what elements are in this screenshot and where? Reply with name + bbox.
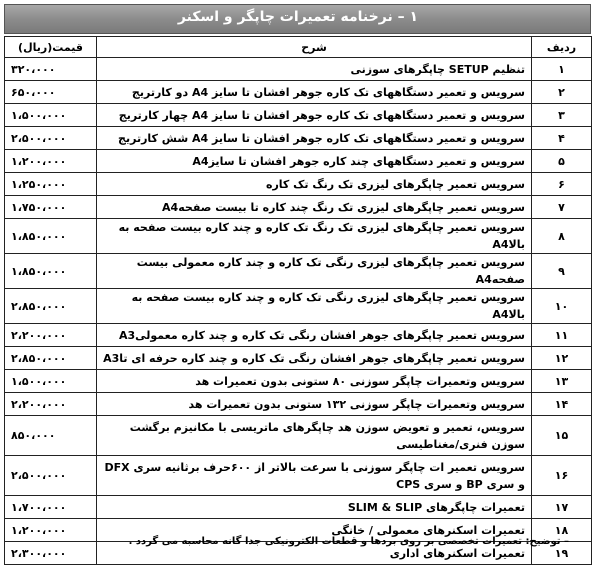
column-header-description: شرح [97, 37, 532, 58]
price-cell: ۲،۵۰۰،۰۰۰ [5, 127, 97, 150]
price-cell: ۲،۳۰۰،۰۰۰ [5, 542, 97, 565]
description-cell: سرویس و تعمیر دستگاههای تک کاره جوهر افشان تا سایز A4 دو کارتریج [97, 81, 532, 104]
description-cell: سرویس وتعمیرات چاپگر سوزنی ۱۳۲ ستونی بدون تعمیرات هد [97, 393, 532, 416]
table-row [5, 173, 592, 196]
row-number-cell: ۱۰ [532, 289, 592, 324]
table-row [5, 58, 592, 81]
table-row [5, 289, 592, 324]
row-number-cell: ۷ [532, 196, 592, 219]
row-number-cell: ۴ [532, 127, 592, 150]
row-number-cell: ۸ [532, 219, 592, 254]
title-banner [4, 4, 591, 34]
description-cell: سرویس تعمیر چاپگرهای لیزری تک رنگ چند کاره تا بیست صفحهA4 [97, 196, 532, 219]
table-row [5, 196, 592, 219]
price-cell: ۱،۲۰۰،۰۰۰ [5, 519, 97, 542]
price-cell: ۱،۷۰۰،۰۰۰ [5, 496, 97, 519]
table-row [5, 416, 592, 456]
description-cell: تعمیرات چاپگرهای SLIM & SLIP [97, 496, 532, 519]
price-cell: ۱،۸۵۰،۰۰۰ [5, 219, 97, 254]
price-cell: ۲،۲۰۰،۰۰۰ [5, 393, 97, 416]
description-cell: سرویس تعمیر چاپگرهای لیزری تک رنگ تک کاره و چند کاره بیست صفحه به بالاA4 [97, 219, 532, 254]
row-number-cell: ۶ [532, 173, 592, 196]
column-header-row-number: ردیف [532, 37, 592, 58]
price-cell: ۱،۷۵۰،۰۰۰ [5, 196, 97, 219]
description-cell: سرویس تعمیر چاپگرهای جوهر افشان رنگی تک کاره و چند کاره حرفه ای تاA3 [97, 347, 532, 370]
description-cell: تنظیم SETUP چاپگرهای سوزنی [97, 58, 532, 81]
description-cell: سرویس تعمیر چاپگرهای لیزری رنگی تک کاره و چند کاره معمولی بیست صفحهA4 [97, 254, 532, 289]
row-number-cell: ۱۳ [532, 370, 592, 393]
table-row [5, 347, 592, 370]
description-cell: سرویس و تعمیر دستگاههای چند کاره جوهر افشان تا سایزA4 [97, 150, 532, 173]
description-cell: تعمیرات اسکنرهای اداری [97, 542, 532, 565]
row-number-cell: ۵ [532, 150, 592, 173]
description-cell: سرویس تعمیر چاپگرهای لیزری تک رنگ تک کاره [97, 173, 532, 196]
row-number-cell: ۱۷ [532, 496, 592, 519]
table-row [5, 456, 592, 496]
price-cell: ۲،۸۵۰،۰۰۰ [5, 347, 97, 370]
price-cell: ۸۵۰،۰۰۰ [5, 416, 97, 456]
description-cell: سرویس تعمیر چاپگرهای لیزری رنگی تک کاره و چند کاره بیست صفحه به بالاA4 [97, 289, 532, 324]
page-title: ۱ – نرخنامه تعمیرات چاپگر و اسکنر [177, 9, 418, 25]
table-row [5, 254, 592, 289]
price-cell: ۱،۲۰۰،۰۰۰ [5, 150, 97, 173]
price-cell: ۲،۵۰۰،۰۰۰ [5, 456, 97, 496]
row-number-cell: ۳ [532, 104, 592, 127]
row-number-cell: ۹ [532, 254, 592, 289]
row-number-cell: ۱۵ [532, 416, 592, 456]
table-row [5, 127, 592, 150]
description-cell: تعمیرات اسکنرهای معمولی / خانگی [97, 519, 532, 542]
table-row [5, 150, 592, 173]
row-number-cell: ۱۹ [532, 542, 592, 565]
row-number-cell: ۱۴ [532, 393, 592, 416]
price-cell: ۱،۵۰۰،۰۰۰ [5, 370, 97, 393]
description-cell: سرویس تعمیر ات چاپگر سوزنی با سرعت بالاتر از ۶۰۰حرف برثانیه سری DFX و سری BP و سری CPS [97, 456, 532, 496]
price-cell: ۱،۵۰۰،۰۰۰ [5, 104, 97, 127]
table-row [5, 393, 592, 416]
row-number-cell: ۱۲ [532, 347, 592, 370]
row-number-cell: ۱۸ [532, 519, 592, 542]
table-row [5, 219, 592, 254]
column-header-price: قیمت(ریال) [5, 37, 97, 58]
description-cell: سرویس، تعمیر و تعویض سوزن هد چاپگرهای ماتریسی با مکانیزم برگشت سوزن فنری/مغناطیسی [97, 416, 532, 456]
price-cell: ۲،۲۰۰،۰۰۰ [5, 324, 97, 347]
footnote: – توضیح: تعمیرات تخصصی بر روی بردها و قطعات الکترونیکی جدا گانه محاسبه می گردد . [128, 536, 569, 547]
row-number-cell: ۱ [532, 58, 592, 81]
table-header-row [5, 37, 592, 58]
price-cell: ۲،۸۵۰،۰۰۰ [5, 289, 97, 324]
description-cell: سرویس وتعمیرات چاپگر سوزنی ۸۰ ستونی بدون تعمیرات هد [97, 370, 532, 393]
table-row [5, 496, 592, 519]
table-row [5, 370, 592, 393]
table-row [5, 81, 592, 104]
row-number-cell: ۱۶ [532, 456, 592, 496]
price-table [4, 36, 592, 565]
price-cell: ۱،۲۵۰،۰۰۰ [5, 173, 97, 196]
price-cell: ۶۵۰،۰۰۰ [5, 81, 97, 104]
description-cell: سرویس و تعمیر دستگاههای تک کاره جوهر افشان تا سایز A4 شش کارتریج [97, 127, 532, 150]
row-number-cell: ۲ [532, 81, 592, 104]
description-cell: سرویس و تعمیر دستگاههای تک کاره جوهر افشان تا سایز A4 چهار کارتریج [97, 104, 532, 127]
table-row [5, 324, 592, 347]
price-cell: ۱،۸۵۰،۰۰۰ [5, 254, 97, 289]
description-cell: سرویس تعمیر چاپگرهای جوهر افشان رنگی تک کاره و چند کاره معمولیA3 [97, 324, 532, 347]
price-cell: ۳۲۰،۰۰۰ [5, 58, 97, 81]
row-number-cell: ۱۱ [532, 324, 592, 347]
table-row [5, 104, 592, 127]
